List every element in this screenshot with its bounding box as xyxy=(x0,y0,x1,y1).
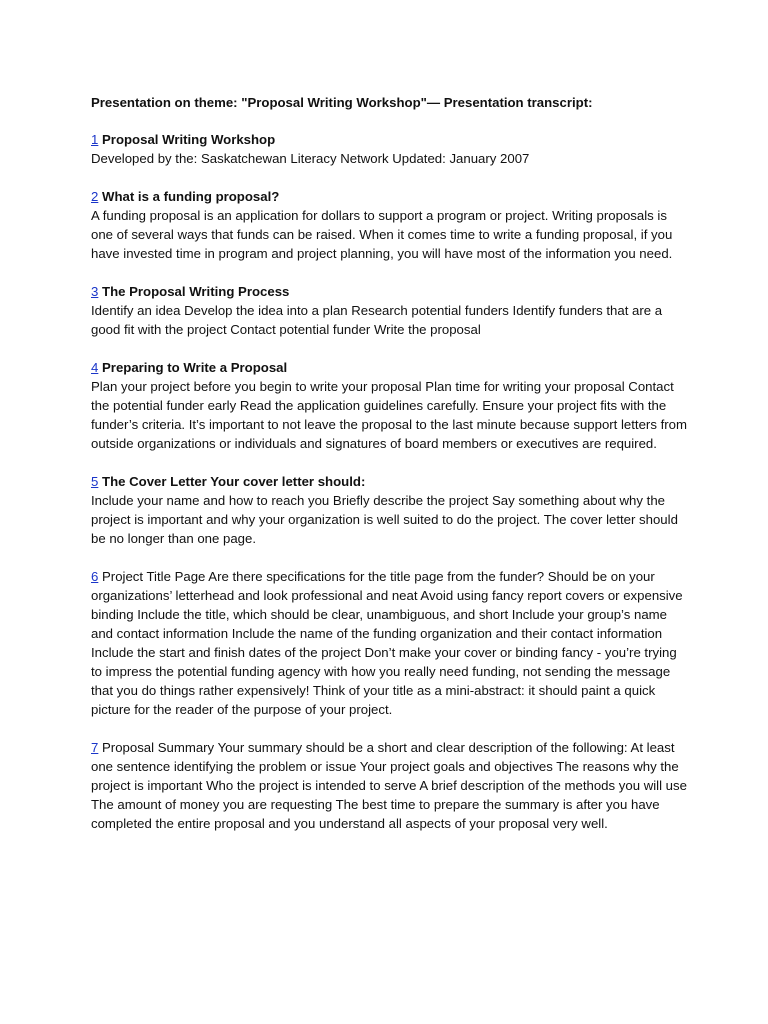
slide-text-content: Project Title Page Are there specifications for the title page from the funder? Should be on your organizations’ letterhead and look professional and neat Avoid using fancy report covers or expensive binding Include the title, which should be clear, unambiguous, and short Include your group’s name and contact information Include the name of the funding organization and their contact information Include the start and finish dates of the project Don’t make your cover or binding fancy - you’re trying to impress the potential funding agency with how you really need funding, not sending the message that you do things rather expensively! Think of your title as a mini-abstract: it should paint a quick picture for the reader of the purpose of your project. xyxy=(91,569,683,717)
slide-title: The Proposal Writing Process xyxy=(102,284,290,299)
slide-text xyxy=(91,738,688,833)
slide-title-line xyxy=(91,472,688,491)
slide-number-link-5[interactable]: 5 xyxy=(91,474,99,489)
slide-entry-2 xyxy=(91,187,688,263)
slide-title: What is a funding proposal? xyxy=(102,189,280,204)
slide-number-link-2[interactable]: 2 xyxy=(91,189,99,204)
slide-entry-5 xyxy=(91,472,688,548)
slide-body: Plan your project before you begin to write your proposal Plan time for writing your proposal Contact the potential funder early Read the application guidelines carefully. Ensure your project fits with the funder’s criteria. It’s important to not leave the proposal to the last minute because support letters from outside organizations or individuals and signatures of board members or executives are required. xyxy=(91,379,687,451)
slide-entry-3 xyxy=(91,282,688,339)
slide-entry-1 xyxy=(91,130,688,168)
slide-title: Proposal Writing Workshop xyxy=(102,132,276,147)
slide-text xyxy=(91,567,688,719)
slide-title: Preparing to Write a Proposal xyxy=(102,360,288,375)
slide-number-link-1[interactable]: 1 xyxy=(91,132,99,147)
slide-body: Developed by the: Saskatchewan Literacy Network Updated: January 2007 xyxy=(91,151,530,166)
slide-body: Identify an idea Develop the idea into a plan Research potential funders Identify funders that are a good fit with the project Contact potential funder Write the proposal xyxy=(91,303,663,337)
slide-title-line xyxy=(91,187,688,206)
slide-text-content: Proposal Summary Your summary should be a short and clear description of the following: At least one sentence identifying the problem or issue Your project goals and objectives The reasons why the project is important Who the project is intended to serve A brief description of the methods you will use The amount of money you are requesting The best time to prepare the summary is after you have completed the entire proposal and you understand all aspects of your proposal very well. xyxy=(91,740,687,831)
slide-number-link-4[interactable]: 4 xyxy=(91,360,99,375)
slide-title-line xyxy=(91,130,688,149)
slide-entry-7 xyxy=(91,738,688,833)
slide-title-line xyxy=(91,358,688,377)
slide-entry-6 xyxy=(91,567,688,719)
slide-entry-4 xyxy=(91,358,688,453)
slide-body: Include your name and how to reach you Briefly describe the project Say something about why the project is important and why your organization is well suited to do the project. The cover letter should be no longer than one page. xyxy=(91,493,678,546)
slide-title: The Cover Letter Your cover letter should: xyxy=(102,474,366,489)
transcript-heading: Presentation on theme: "Proposal Writing Workshop"— Presentation transcript: xyxy=(91,95,593,110)
slide-number-link-7[interactable]: 7 xyxy=(91,740,99,755)
slide-body: A funding proposal is an application for dollars to support a program or project. Writing proposals is one of several ways that funds can be raised. When it comes time to write a funding proposal, if you have invested time in program and project planning, you will have most of the information you need. xyxy=(91,208,673,261)
slide-number-link-3[interactable]: 3 xyxy=(91,284,99,299)
slide-number-link-6[interactable]: 6 xyxy=(91,569,99,584)
slide-title-line xyxy=(91,282,688,301)
